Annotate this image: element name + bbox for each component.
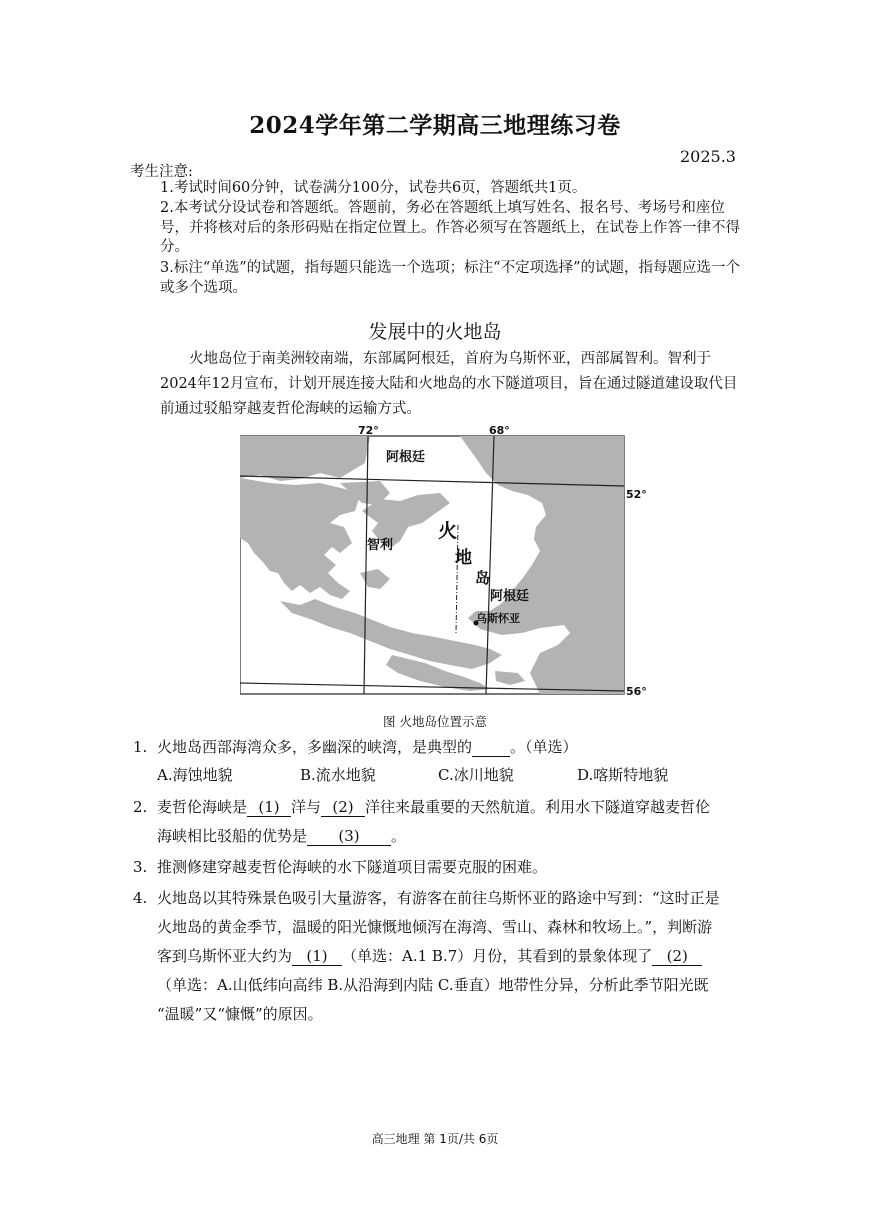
map-caption: 图 火地岛位置示意 bbox=[383, 714, 487, 729]
q2-blank-3: (3) bbox=[307, 827, 391, 846]
q4-line-5: “温暖”又“慷慨”的原因。 bbox=[157, 1005, 323, 1023]
q2-number: 2. bbox=[133, 798, 148, 816]
notice-item-2: 2.本考试分设试卷和答题纸。答题前，务必在答题纸上填写姓名、报名号、考场号和座位号，并将核对后的条形码贴在指定位置上。作答必须写在答题纸上，在试卷上作答一律不得分。 bbox=[160, 200, 740, 255]
label-ushuaia: 乌斯怀亚 bbox=[476, 612, 520, 625]
q4-line-3 bbox=[157, 942, 747, 970]
page-footer: 高三地理 第 1页/共 6页 bbox=[371, 1132, 499, 1146]
q1-option-a: A.海蚀地貌 bbox=[157, 766, 233, 784]
label-island-2: 地 bbox=[455, 548, 472, 568]
q1-options bbox=[157, 761, 747, 789]
q2-stem bbox=[157, 793, 747, 821]
notice-heading: 考生注意: bbox=[130, 164, 193, 180]
lat-56-label: 56° bbox=[626, 685, 647, 698]
q4-text-3b: （单选：A.1 B.7）月份，其看到的景象体现了 bbox=[342, 947, 653, 965]
exam-date: 2025.3 bbox=[680, 147, 736, 166]
q1-blank bbox=[472, 738, 510, 757]
notice-item-3: 3.标注“单选”的试题，指每题只能选一个选项；标注“不定项选择”的试题，指每题应选一个或多个选项。 bbox=[160, 260, 740, 296]
q3-number: 3. bbox=[133, 858, 148, 876]
notice-item-1: 1.考试时间60分钟，试卷满分100分，试卷共6页，答题纸共1页。 bbox=[160, 180, 587, 196]
q1-stem-b: 。（单选） bbox=[510, 738, 578, 756]
q2-text-2: 洋与 bbox=[291, 798, 322, 816]
page-title: 2024学年第二学期高三地理练习卷 bbox=[249, 112, 621, 139]
q4-number: 4. bbox=[133, 889, 148, 907]
q2-stem-line2 bbox=[157, 822, 747, 850]
section-title: 发展中的火地岛 bbox=[368, 321, 502, 343]
q1-stem bbox=[157, 733, 747, 761]
q1-stem-a: 火地岛西部海湾众多，多幽深的峡湾，是典型的 bbox=[157, 738, 473, 756]
section-intro bbox=[160, 347, 740, 422]
q1-option-d: D.喀斯特地貌 bbox=[577, 766, 669, 784]
q1-option-c: C.冰川地貌 bbox=[438, 766, 514, 784]
q4-line-4: （单选：A.山低纬向高纬 B.从沿海到内陆 C.垂直）地带性分异，分析此季节阳光既 bbox=[157, 976, 709, 994]
q3-text: 推测修建穿越麦哲伦海峡的水下隧道项目需要克服的困难。 bbox=[157, 858, 548, 876]
label-island-1: 火 bbox=[438, 520, 458, 542]
q2-blank-1: (1) bbox=[247, 798, 291, 817]
lon-68-label: 68° bbox=[489, 424, 510, 437]
q4-blank-2: (2) bbox=[652, 947, 702, 966]
q1-option-b: B.流水地貌 bbox=[300, 766, 376, 784]
label-island-3: 岛 bbox=[475, 569, 491, 587]
q4-line-1: 火地岛以其特殊景色吸引大量游客，有游客在前往乌斯怀亚的路途中写到：“这时正是 bbox=[157, 889, 720, 907]
q1-number: 1. bbox=[133, 738, 148, 756]
q2-text-4: 海峡相比驳船的优势是 bbox=[157, 827, 308, 845]
label-argentina-north: 阿根廷 bbox=[386, 450, 426, 465]
lat-52-label: 52° bbox=[626, 488, 647, 501]
intro-text: 火地岛位于南美洲较南端，东部属阿根廷，首府为乌斯怀亚，西部属智利。智利于2024年12月宣布，计划开展连接大陆和火地岛的水下隧道项目，旨在通过隧道建设取代目前通过驳船穿越麦哲伦海峡的运输方式。 bbox=[160, 351, 738, 417]
lon-72-label: 72° bbox=[358, 424, 379, 437]
q2-text-1: 麦哲伦海峡是 bbox=[157, 798, 248, 816]
label-argentina-east: 阿根廷 bbox=[490, 589, 530, 604]
q2-text-3: 洋往来最重要的天然航道。利用水下隧道穿越麦哲伦 bbox=[365, 798, 711, 816]
q4-line-2: 火地岛的黄金季节，温暖的阳光慷慨地倾泻在海湾、雪山、森林和牧场上。”，判断游 bbox=[157, 918, 713, 936]
label-chile: 智利 bbox=[367, 538, 394, 553]
q2-text-5: 。 bbox=[391, 827, 407, 845]
q2-blank-2: (2) bbox=[321, 798, 365, 817]
q4-text-3a: 客到乌斯怀亚大约为 bbox=[157, 947, 293, 965]
q4-blank-1: (1) bbox=[292, 947, 342, 966]
tierra-del-fuego-map bbox=[240, 423, 660, 708]
